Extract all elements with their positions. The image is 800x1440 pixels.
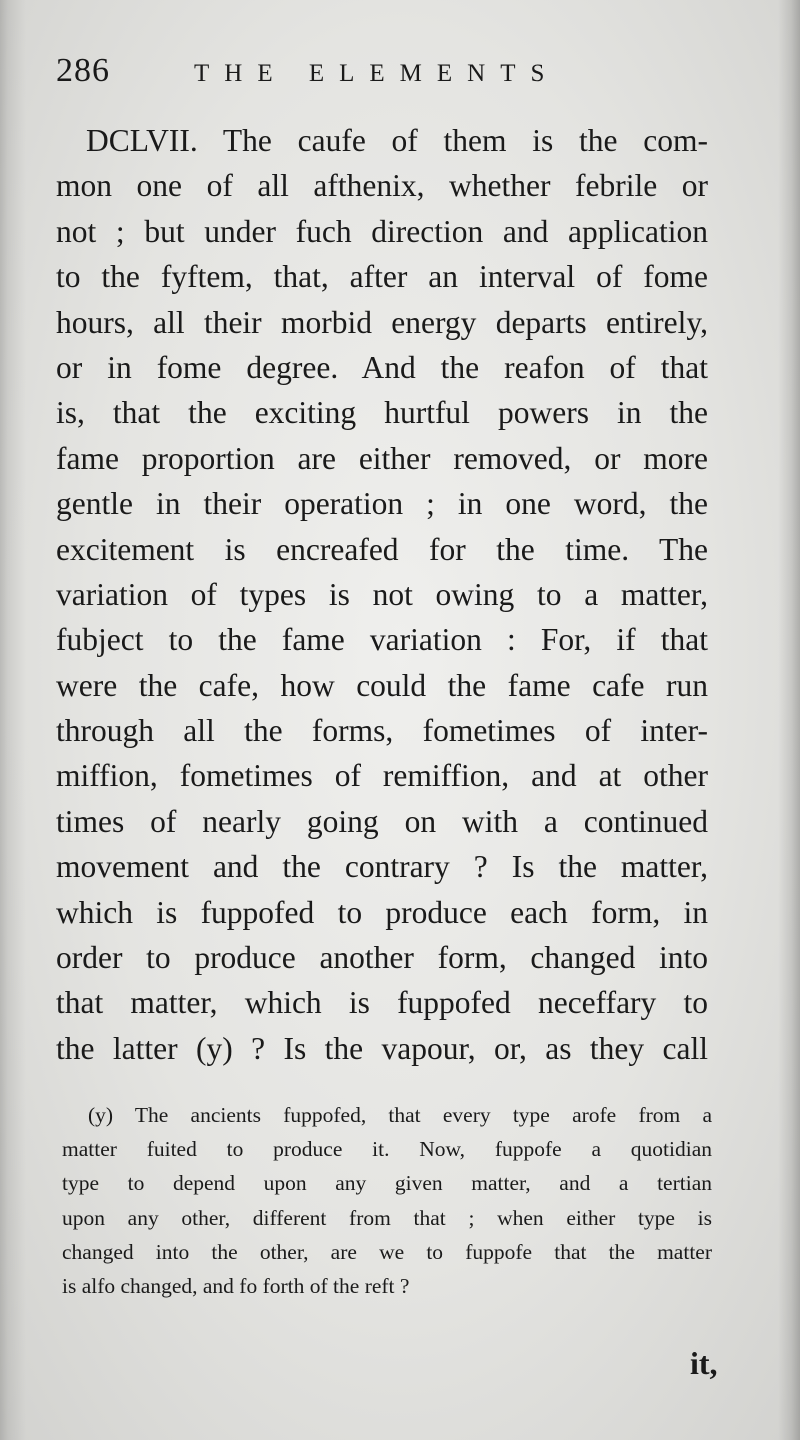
- text-line: miffion, fometimes of remiffion, and at other: [56, 758, 708, 794]
- text-line: were the cafe, how could the fame cafe run: [56, 667, 708, 703]
- body-text: [56, 118, 708, 1071]
- footnote-line: matter fuited to produce it. Now, fuppofe a quotidian: [62, 1137, 712, 1162]
- page-edge-shadow: [778, 0, 800, 1440]
- text-line: or in fome degree. And the reafon of that: [56, 349, 708, 385]
- text-line: fame proportion are either removed, or more: [56, 440, 708, 476]
- text-line: to the fyftem, that, after an interval of fome: [56, 259, 708, 295]
- text-line: DCLVII. The caufe of them is the com-: [86, 123, 708, 158]
- text-line: the latter (y) ? Is the vapour, or, as they call: [56, 1030, 708, 1066]
- text-line: not ; but under fuch direction and application: [56, 213, 708, 249]
- footnote: [62, 1098, 712, 1303]
- text-line: fubject to the fame variation : For, if that: [56, 622, 708, 658]
- text-line: order to produce another form, changed into: [56, 940, 708, 976]
- footnote-line: changed into the other, are we to fuppofe that the matter: [62, 1239, 712, 1264]
- text-line: mon one of all afthenix, whether febrile or: [56, 168, 708, 204]
- text-line: excitement is encreafed for the time. The: [56, 531, 708, 567]
- text-line: movement and the contrary ? Is the matter,: [56, 849, 708, 885]
- text-line: times of nearly going on with a continued: [56, 803, 708, 839]
- text-line: gentle in their operation ; in one word, the: [56, 486, 708, 522]
- running-head: THE ELEMENTS: [194, 60, 560, 87]
- page-number: 286: [56, 52, 110, 89]
- footnote-line: upon any other, different from that ; when either type is: [62, 1205, 712, 1230]
- footnote-line: type to depend upon any given matter, and a tertian: [62, 1171, 712, 1196]
- text-line: which is fuppofed to produce each form, in: [56, 894, 708, 930]
- text-line: through all the forms, fometimes of inter-: [56, 713, 708, 749]
- catchword: it,: [690, 1345, 718, 1381]
- page-gutter-shadow: [0, 0, 26, 1440]
- text-line: variation of types is not owing to a matter,: [56, 576, 708, 612]
- text-line: is, that the exciting hurtful powers in the: [56, 395, 708, 431]
- text-line: that matter, which is fuppofed neceffary to: [56, 985, 708, 1021]
- footnote-line: (y) The ancients fuppofed, that every type arofe from a: [88, 1103, 712, 1127]
- footnote-line: is alfo changed, and fo forth of the reft ?: [62, 1273, 410, 1298]
- text-line: hours, all their morbid energy departs entirely,: [56, 304, 708, 340]
- page-header: [56, 52, 716, 102]
